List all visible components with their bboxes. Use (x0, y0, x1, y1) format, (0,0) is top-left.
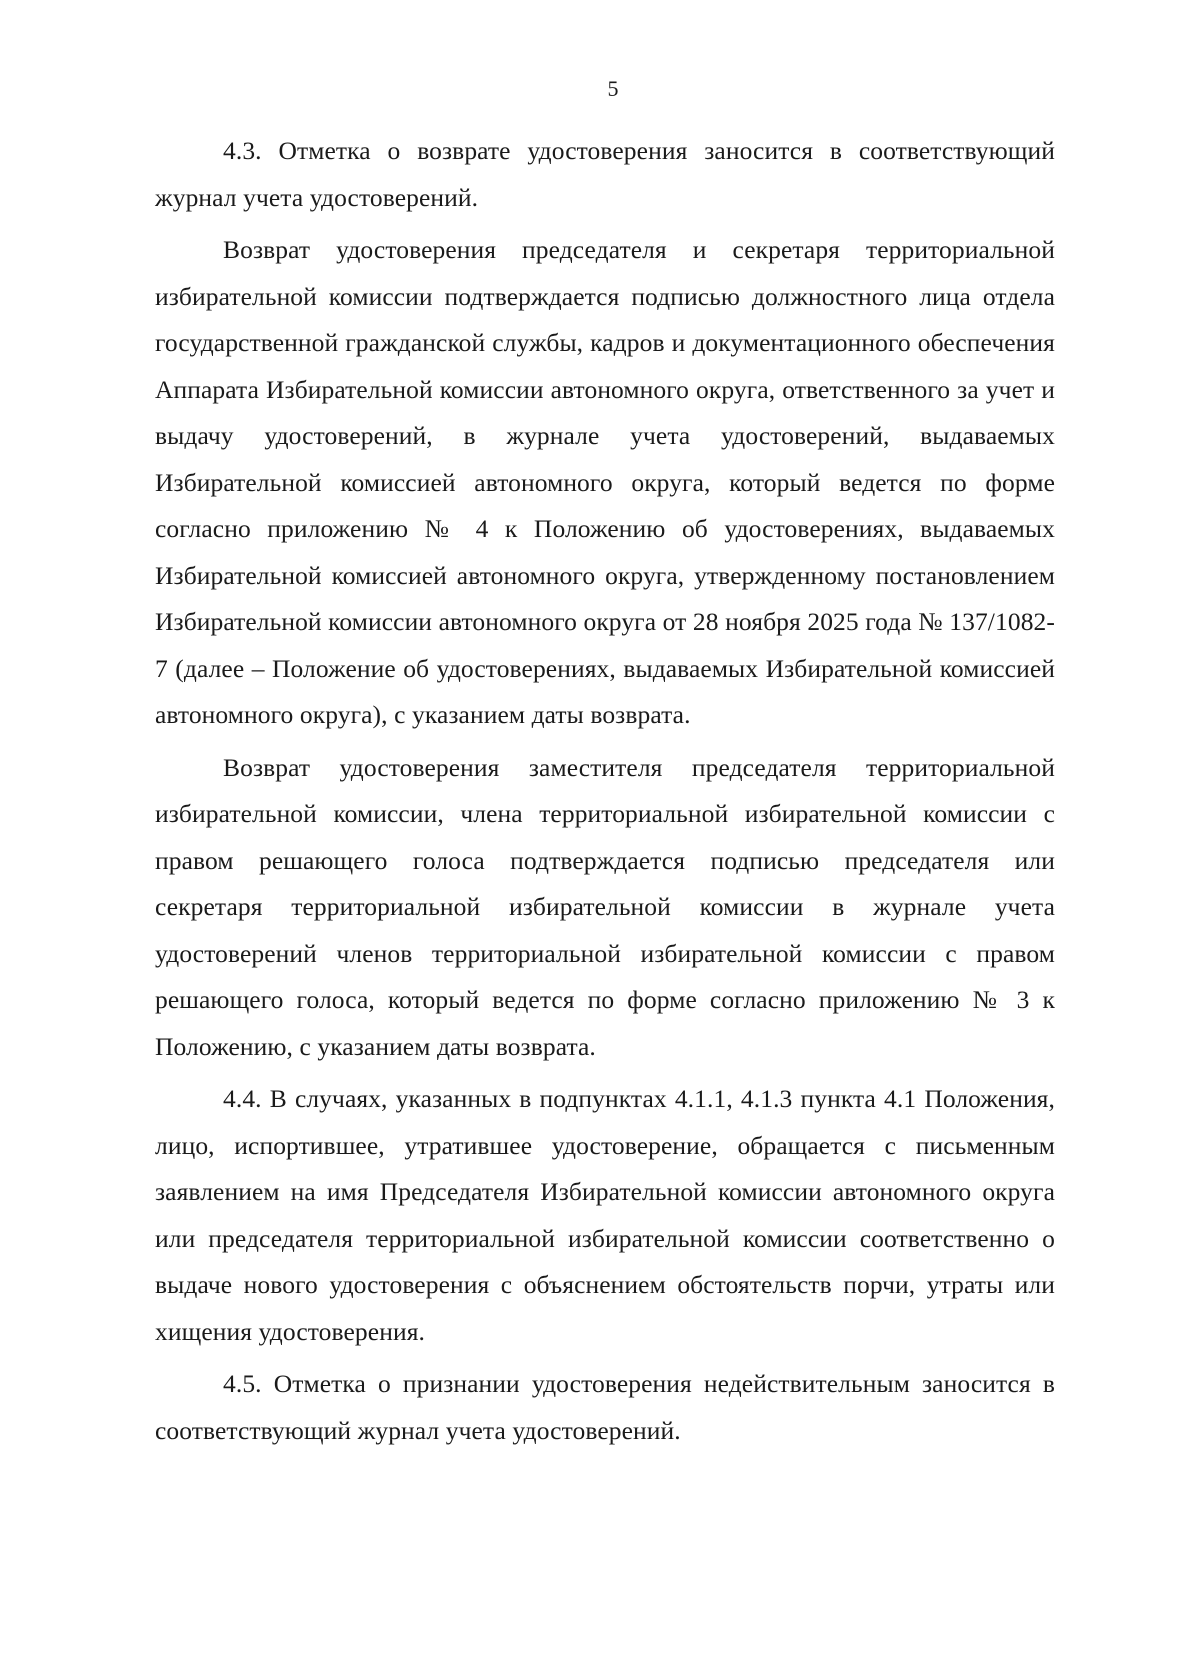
paragraph-4-3: 4.3. Отметка о возврате удостоверения заносится в соответствующий журнал учета удостоверений. (155, 136, 1055, 212)
paragraph-return-deputy-member: Возврат удостоверения заместителя председателя территориальной избирательной комиссии, члена территориальной избирательной комиссии с правом решающего голоса подтверждается подписью председателя или секретаря территориальной избирательной комиссии в журнале учета удостоверений членов территориальной избирательной комиссии с правом решающего голоса, который ведется по форме согласно приложению № 3 к Положению, с указанием даты возврата. (155, 752, 1055, 1061)
document-body (155, 128, 1055, 1454)
page-number: 5 (607, 76, 619, 101)
paragraph-return-chairman-secretary: Возврат удостоверения председателя и секретаря территориальной избирательной комиссии подтверждается подписью должностного лица отдела государственной гражданской службы, кадров и документационного обеспечения Аппарата Избирательной комиссии автономного округа, ответственного за учет и выдачу удостоверений, в журнале учета удостоверений, выдаваемых Избирательной комиссией автономного округа, который ведется по форме согласно приложению № 4 к Положению об удостоверениях, выдаваемых Избирательной комиссией автономного округа, утвержденному постановлением Избирательной комиссии автономного округа от 28 ноября 2025 года № 137/1082-7 (далее – Положение об удостоверениях, выдаваемых Избирательной комиссией автономного округа), с указанием даты возврата. (155, 235, 1055, 729)
paragraph-4-4: 4.4. В случаях, указанных в подпунктах 4.1.1, 4.1.3 пункта 4.1 Положения, лицо, испортившее, утратившее удостоверение, обращается с письменным заявлением на имя Председателя Избирательной комиссии автономного округа или председателя территориальной избирательной комиссии соответственно о выдаче нового удостоверения с объяснением обстоятельств порчи, утраты или хищения удостоверения. (155, 1084, 1055, 1346)
paragraph-4-5: 4.5. Отметка о признании удостоверения недействительным заносится в соответствующий журнал учета удостоверений. (155, 1369, 1055, 1445)
